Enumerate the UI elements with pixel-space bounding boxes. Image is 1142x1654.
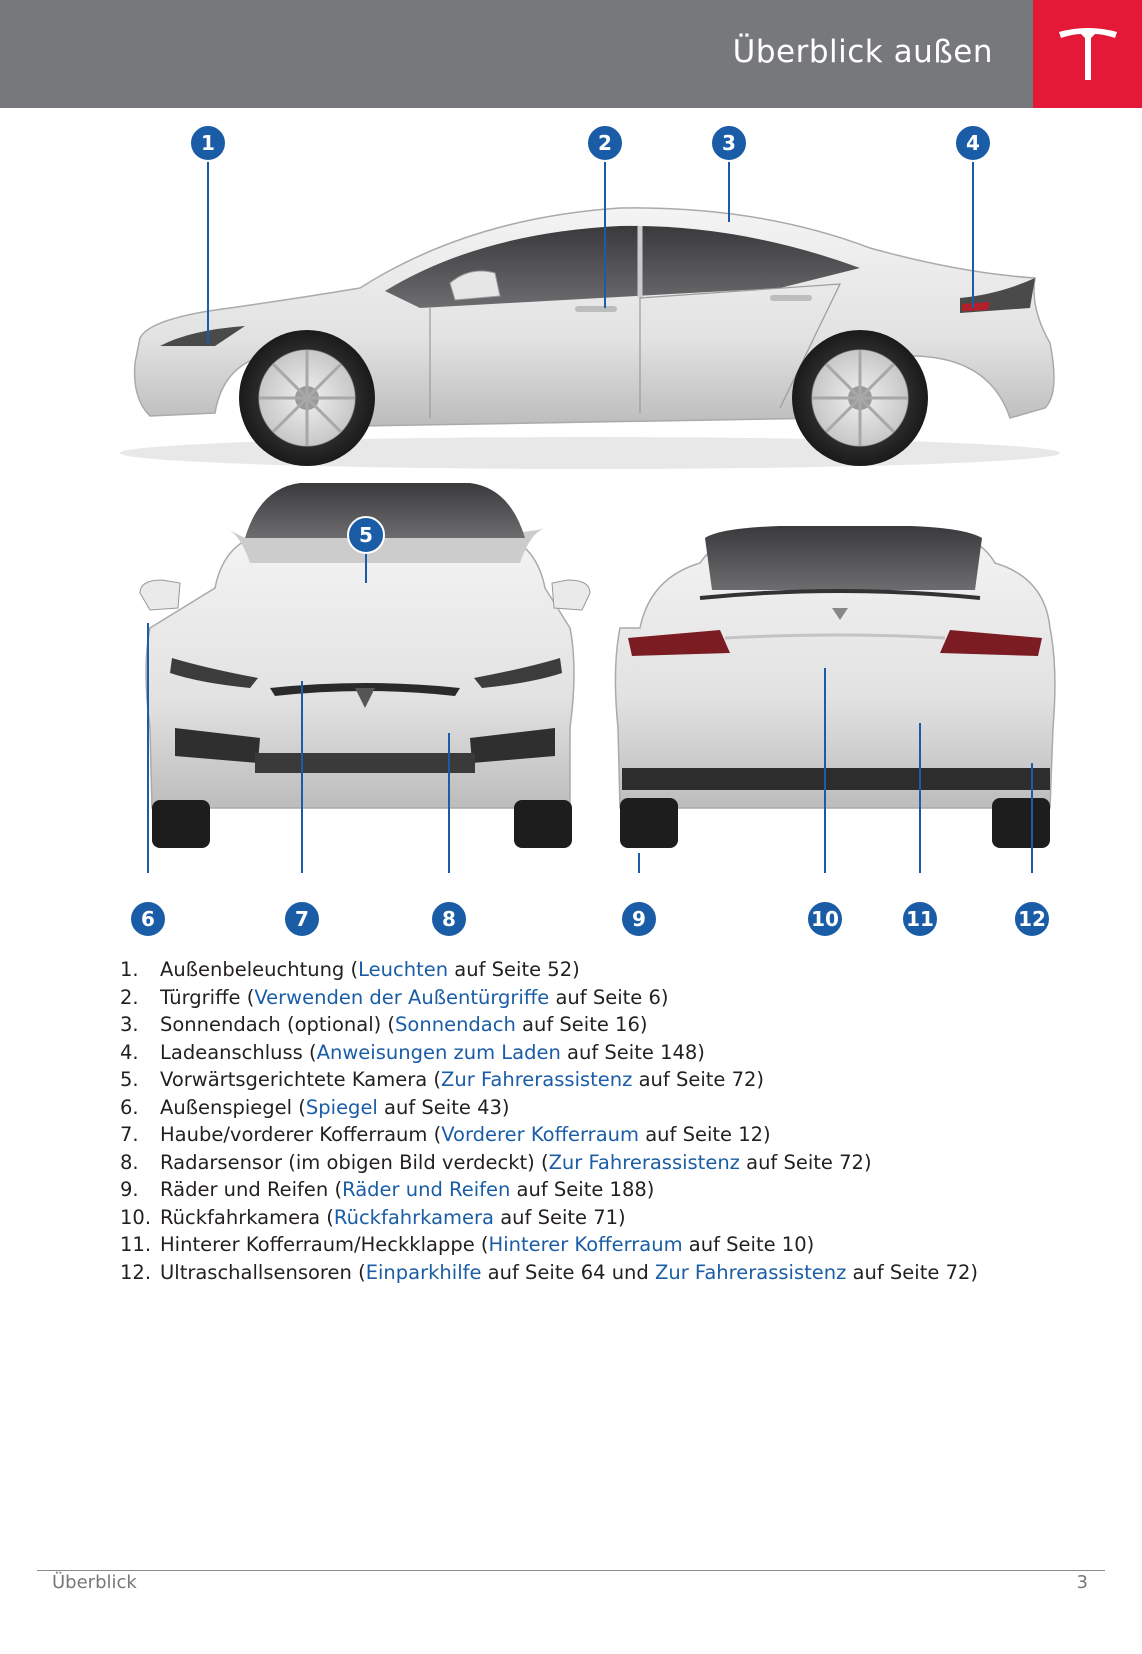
page-link[interactable]: Vorderer Kofferraum [441,1123,639,1146]
callout-5 [348,517,384,553]
list-item [120,956,978,984]
callout-label: 3 [722,131,736,155]
callout-3 [711,125,747,161]
item-number: 4. [120,1040,139,1064]
callout-12 [1014,901,1050,937]
item-text: auf Seite 72) [846,1260,978,1284]
callout-10 [807,901,843,937]
callout-label: 9 [632,907,646,931]
page-link[interactable]: Einparkhilfe [365,1260,482,1284]
callout-label: 2 [598,131,612,155]
page-link[interactable]: Zur Fahrerassistenz [655,1260,847,1284]
callout-label: 11 [906,907,934,931]
item-text: auf Seite 52) [448,958,580,981]
item-text: auf Seite 64 und [481,1260,655,1284]
callout-11 [902,901,938,937]
callout-label: 1 [201,131,215,155]
item-text: auf Seite 188) [510,1178,655,1201]
callout-8 [431,901,467,937]
item-text: Hinterer Kofferraum/Heckklappe ( [160,1233,489,1256]
header-bar [0,0,1033,108]
list-item [120,1066,978,1094]
item-text: Räder und Reifen ( [160,1178,343,1201]
legend-list [120,956,978,1286]
callout-9 [621,901,657,937]
item-number: 7. [120,1123,139,1146]
item-text: Haube/vorderer Kofferraum ( [160,1123,442,1146]
vehicle-figures [0,108,1142,948]
page-link[interactable]: Leuchten [358,958,449,981]
callout-label: 8 [442,907,456,931]
item-number: 2. [120,985,139,1009]
item-text: Ladeanschluss ( [160,1040,317,1064]
item-number: 3. [120,1013,139,1036]
footer-section-title: Überblick [52,1572,137,1593]
item-text: auf Seite 43) [377,1095,510,1119]
item-number: 12. [120,1260,152,1284]
list-item [120,984,978,1012]
tesla-logo-icon [1055,26,1121,84]
list-item [120,1259,978,1287]
list-item [120,1039,978,1067]
callout-2 [587,125,623,161]
callout-4 [955,125,991,161]
item-text: auf Seite 71) [494,1205,626,1229]
item-text: Rückfahrkamera ( [160,1205,334,1229]
callout-label: 10 [811,907,839,931]
page-link[interactable]: Sonnendach [395,1013,516,1036]
item-text: Außenbeleuchtung ( [160,958,359,981]
page-link[interactable]: Zur Fahrerassistenz [441,1068,633,1091]
page-link[interactable]: Hinterer Kofferraum [488,1233,683,1256]
list-item [120,1121,978,1149]
item-number: 8. [120,1150,139,1174]
page-title: Überblick außen [732,34,993,70]
footer-divider [37,1570,1105,1571]
list-item [120,1231,978,1259]
page-link[interactable]: Spiegel [305,1095,378,1119]
item-text: auf Seite 6) [549,985,669,1009]
item-number: 6. [120,1095,139,1119]
list-item [120,1204,978,1232]
page-link[interactable]: Verwenden der Außentürgriffe [254,985,550,1009]
page-link[interactable]: Rückfahrkamera [333,1205,495,1229]
car-side-view [120,208,1060,469]
callout-7 [284,901,320,937]
list-item [120,1011,978,1039]
callout-label: 4 [966,131,980,155]
item-text: Ultraschallsensoren ( [160,1260,366,1284]
item-text: Außenspiegel ( [160,1095,306,1119]
logo-box [1033,0,1142,108]
list-item [120,1149,978,1177]
item-text: auf Seite 16) [515,1013,648,1036]
list-item [120,1094,978,1122]
item-text: Sonnendach (optional) ( [160,1013,396,1036]
item-text: auf Seite 10) [682,1233,815,1256]
car-rear-view [615,526,1054,848]
item-text: auf Seite 148) [560,1040,705,1064]
list-item [120,1176,978,1204]
page-link[interactable]: Anweisungen zum Laden [316,1040,561,1064]
page-number: 3 [1076,1572,1088,1593]
item-text: Türgriffe ( [160,985,255,1009]
page-link[interactable]: Zur Fahrerassistenz [548,1150,740,1174]
page-link[interactable]: Räder und Reifen [342,1178,511,1201]
callout-label: 6 [141,907,155,931]
item-number: 10. [120,1205,152,1229]
item-text: auf Seite 12) [639,1123,771,1146]
item-number: 1. [120,958,139,981]
item-text: Radarsensor (im obigen Bild verdeckt) ( [160,1150,549,1174]
callout-label: 5 [359,523,373,547]
item-text: auf Seite 72) [632,1068,765,1091]
callout-label: 7 [295,907,309,931]
item-text: auf Seite 72) [739,1150,872,1174]
callout-label: 12 [1018,907,1046,931]
callout-1 [190,125,226,161]
callout-6 [130,901,166,937]
item-number: 9. [120,1178,139,1201]
item-text: Vorwärtsgerichtete Kamera ( [160,1068,442,1091]
item-number: 11. [120,1233,152,1256]
item-number: 5. [120,1068,139,1091]
